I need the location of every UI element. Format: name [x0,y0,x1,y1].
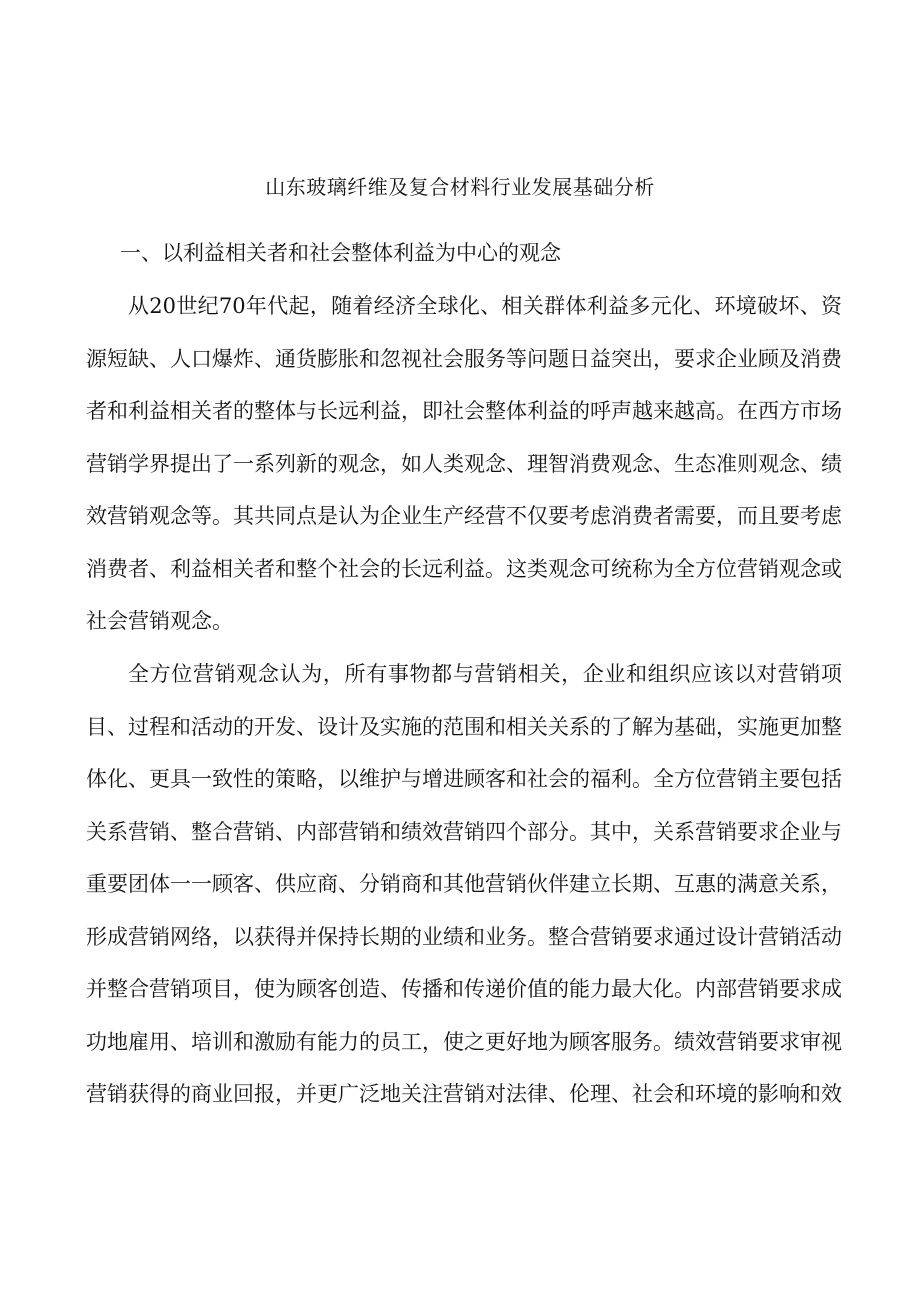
section-heading: 一、以利益相关者和社会整体利益为中心的观念 [120,241,561,265]
body-paragraph-2: 全方位营销观念认为，所有事物都与营销相关，企业和组织应该以对营销项目、过程和活动的开发、设计及实施的范围和相关关系的了解为基础，实施更加整体化、更具一致性的策略，以维护与增进顾客和社会的福利。全方位营销主要包括关系营销、整合营销、内部营销和绩效营销四个部分。其中，关系营销要求企业与重要团体一一顾客、供应商、分销商和其他营销伙伴建立长期、互惠的满意关系，形成营销网络，以获得并保持长期的业绩和业务。整合营销要求通过设计营销活动并整合营销项目，使为顾客创造、传播和传递价值的能力最大化。内部营销要求成功地雇用、培训和激励有能力的员工，使之更好地为顾客服务。绩效营销要求审视营销获得的商业回报，并更广泛地关注营销对法律、伦理、社会和环境的影响和效 [86,662,842,1106]
document-title: 山东玻璃纤维及复合材料行业发展基础分析 [265,175,655,199]
body-paragraph-1: 从20世纪70年代起，随着经济全球化、相关群体利益多元化、环境破坏、资源短缺、人口爆炸、通货膨胀和忽视社会服务等问题日益突出，要求企业顾及消费者和利益相关者的整体与长远利益，即社会整体利益的呼声越来越高。在西方市场营销学界提出了一系列新的观念，如人类观念、理智消费观念、生态准则观念、绩效营销观念等。其共同点是认为企业生产经营不仅要考虑消费者需要，而且要考虑消费者、利益相关者和整个社会的长远利益。这类观念可统称为全方位营销观念或社会营销观念。 [86,294,842,633]
